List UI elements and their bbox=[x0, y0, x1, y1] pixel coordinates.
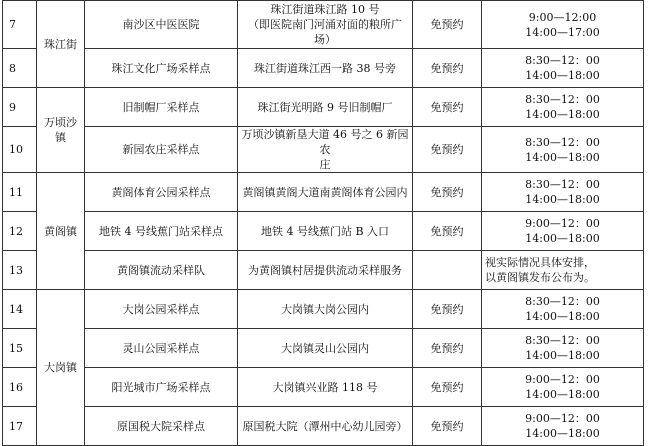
table-row bbox=[3, 49, 644, 88]
appointment-status: 免预约 bbox=[413, 88, 482, 127]
town-cell: 珠江街 bbox=[37, 1, 85, 88]
site-name: 大岗公园采样点 bbox=[85, 290, 238, 329]
site-name: 地铁 4 号线蕉门站采样点 bbox=[85, 212, 238, 251]
appointment-status: 免预约 bbox=[413, 49, 482, 88]
appointment-status: 免预约 bbox=[413, 212, 482, 251]
opening-hours: 9:00—12：00 14:00—18:00 bbox=[482, 368, 644, 407]
appointment-status: 免预约 bbox=[413, 407, 482, 446]
appointment-status: 免预约 bbox=[413, 290, 482, 329]
row-number: 10 bbox=[3, 127, 37, 173]
row-number: 16 bbox=[3, 368, 37, 407]
opening-hours: 8:30—12：00 14:00—18:00 bbox=[482, 290, 644, 329]
site-address: 珠江街道珠江路 10 号 （即医院南门河涌对面的粮所广 场） bbox=[238, 1, 413, 49]
site-name: 原国税大院采样点 bbox=[85, 407, 238, 446]
site-address: 大岗镇兴业路 118 号 bbox=[238, 368, 413, 407]
table-row bbox=[3, 173, 644, 212]
opening-hours: 8:30—12：00 14:00—18:00 bbox=[482, 127, 644, 173]
town-cell: 万顷沙 镇 bbox=[37, 88, 85, 173]
site-address: 原国税大院（潭州中心幼儿园旁） bbox=[238, 407, 413, 446]
town-cell: 大岗镇 bbox=[37, 290, 85, 446]
table-row bbox=[3, 251, 644, 290]
opening-hours: 9:00—12：00 14:00—18:00 bbox=[482, 407, 644, 446]
appointment-status: 免预约 bbox=[413, 368, 482, 407]
opening-hours: 8:30—12：00 14:00—18:00 bbox=[482, 329, 644, 368]
row-number: 17 bbox=[3, 407, 37, 446]
site-address: 为黄阁镇村居提供流动采样服务 bbox=[238, 251, 413, 290]
site-address: 大岗镇大岗公园内 bbox=[238, 290, 413, 329]
row-number: 13 bbox=[3, 251, 37, 290]
appointment-status: 免预约 bbox=[413, 173, 482, 212]
site-name: 阳光城市广场采样点 bbox=[85, 368, 238, 407]
site-name: 灵山公园采样点 bbox=[85, 329, 238, 368]
appointment-status bbox=[413, 251, 482, 290]
site-address: 大岗镇灵山公园内 bbox=[238, 329, 413, 368]
opening-hours: 8:30—12：00 14:00—18:00 bbox=[482, 88, 644, 127]
site-name: 南沙区中医医院 bbox=[85, 1, 238, 49]
site-name: 黄阁镇流动采样队 bbox=[85, 251, 238, 290]
table-row bbox=[3, 368, 644, 407]
opening-hours: 8:30—12：00 14:00—18:00 bbox=[482, 49, 644, 88]
table-row bbox=[3, 329, 644, 368]
opening-hours: 8:30—12：00 14:00—18:00 bbox=[482, 173, 644, 212]
site-name: 珠江文化广场采样点 bbox=[85, 49, 238, 88]
row-number: 15 bbox=[3, 329, 37, 368]
site-address: 万顷沙镇新垦大道 46 号之 6 新园农 庄 bbox=[238, 127, 413, 173]
town-cell: 黄阁镇 bbox=[37, 173, 85, 290]
row-number: 7 bbox=[3, 1, 37, 49]
appointment-status: 免预约 bbox=[413, 329, 482, 368]
table-row bbox=[3, 212, 644, 251]
opening-hours: 视实际情况具体安排， 以黄阁镇发布公布为。 bbox=[482, 251, 644, 290]
site-address: 地铁 4 号线蕉门站 B 入口 bbox=[238, 212, 413, 251]
row-number: 14 bbox=[3, 290, 37, 329]
row-number: 8 bbox=[3, 49, 37, 88]
site-address: 黄阁镇黄阁大道南黄阁体育公园内 bbox=[238, 173, 413, 212]
table-row bbox=[3, 290, 644, 329]
opening-hours: 9:00—12:00 14:00—17:00 bbox=[482, 1, 644, 49]
table-row bbox=[3, 127, 644, 173]
site-name: 黄阁体育公园采样点 bbox=[85, 173, 238, 212]
row-number: 12 bbox=[3, 212, 37, 251]
table-row bbox=[3, 88, 644, 127]
site-name: 新园农庄采样点 bbox=[85, 127, 238, 173]
site-address: 珠江街道珠江西一路 38 号旁 bbox=[238, 49, 413, 88]
row-number: 9 bbox=[3, 88, 37, 127]
site-address: 珠江街光明路 9 号旧制帽厂 bbox=[238, 88, 413, 127]
appointment-status: 免预约 bbox=[413, 1, 482, 49]
table-row bbox=[3, 407, 644, 446]
table-row bbox=[3, 1, 644, 49]
row-number: 11 bbox=[3, 173, 37, 212]
testing-sites-table bbox=[2, 0, 644, 446]
site-name: 旧制帽厂采样点 bbox=[85, 88, 238, 127]
opening-hours: 9:00—12：00 14:00—18:00 bbox=[482, 212, 644, 251]
appointment-status: 免预约 bbox=[413, 127, 482, 173]
